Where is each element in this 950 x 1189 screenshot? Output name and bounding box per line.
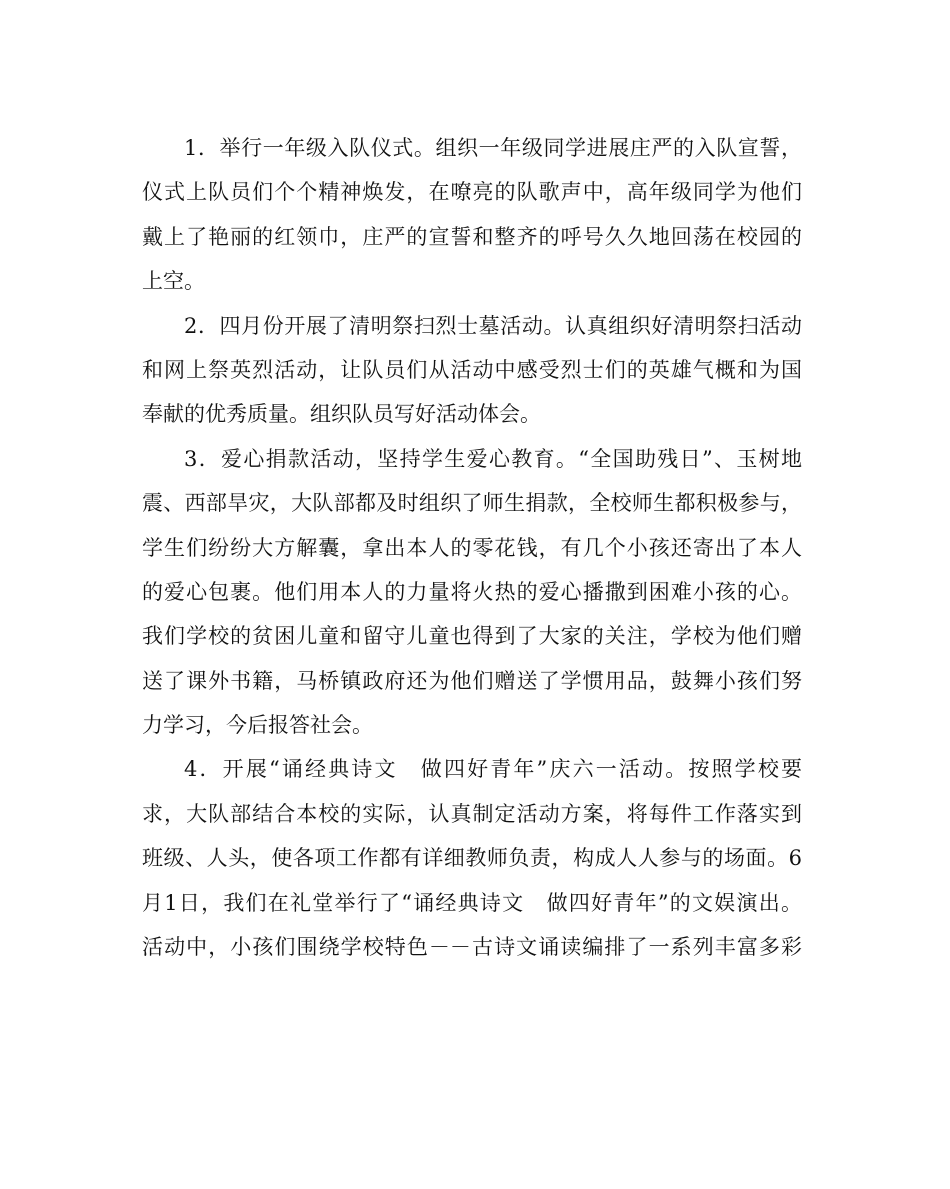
paragraph-line: 上空。 <box>142 269 205 294</box>
paragraph-line: 震、西部旱灾，大队部都及时组织了师生捐款，全校师生都积极参与， <box>142 491 802 516</box>
paragraph-line: 学生们纷纷大方解囊，拿出本人的零花钱，有几个小孩还寄出了本人 <box>142 535 802 560</box>
paragraph-line: 月1日，我们在礼堂举行了“诵经典诗文 做四好青年”的文娱演出。 <box>142 890 802 915</box>
paragraph-line: 的爱心包裹。他们用本人的力量将火热的爱心播撒到困难小孩的心。 <box>142 579 802 604</box>
paragraph-line: 活动中，小孩们围绕学校特色－－古诗文诵读编排了一系列丰富多彩 <box>142 935 802 960</box>
paragraph-line: 和网上祭英烈活动，让队员们从活动中感受烈士们的英雄气概和为国 <box>142 357 802 382</box>
paragraph-line: 我们学校的贫困儿童和留守儿童也得到了大家的关注，学校为他们赠 <box>142 624 802 649</box>
paragraph-line: 4．开展“诵经典诗文 做四好青年”庆六一活动。按照学校要 <box>184 757 802 782</box>
paragraph-line: 仪式上队员们个个精神焕发，在嘹亮的队歌声中，高年级同学为他们 <box>142 180 802 205</box>
paragraph-2 <box>142 304 802 437</box>
paragraph-line: 1．举行一年级入队仪式。组织一年级同学进展庄严的入队宣誓， <box>184 136 802 160</box>
paragraph-3 <box>142 437 802 748</box>
paragraph-line: 班级、人头，使各项工作都有详细教师负责，构成人人参与的场面。6 <box>142 846 802 871</box>
paragraph-line: 送了课外书籍，马桥镇政府还为他们赠送了学惯用品，鼓舞小孩们努 <box>142 668 802 693</box>
paragraph-line: 2．四月份开展了清明祭扫烈士墓活动。认真组织好清明祭扫活动 <box>184 313 802 338</box>
paragraph-line: 奉献的优秀质量。组织队员写好活动体会。 <box>142 402 541 427</box>
paragraph-line: 3．爱心捐款活动，坚持学生爱心教育。“全国助残日”、玉树地 <box>184 446 802 471</box>
paragraph-4 <box>142 747 802 969</box>
paragraph-line: 力学习，今后报答社会。 <box>142 713 373 738</box>
paragraph-line: 求，大队部结合本校的实际，认真制定活动方案，将每件工作落实到 <box>142 801 802 826</box>
paragraph-line: 戴上了艳丽的红领巾，庄严的宣誓和整齐的呼号久久地回荡在校园的 <box>142 224 802 249</box>
paragraph-1 <box>142 126 802 304</box>
document-body <box>142 126 802 969</box>
